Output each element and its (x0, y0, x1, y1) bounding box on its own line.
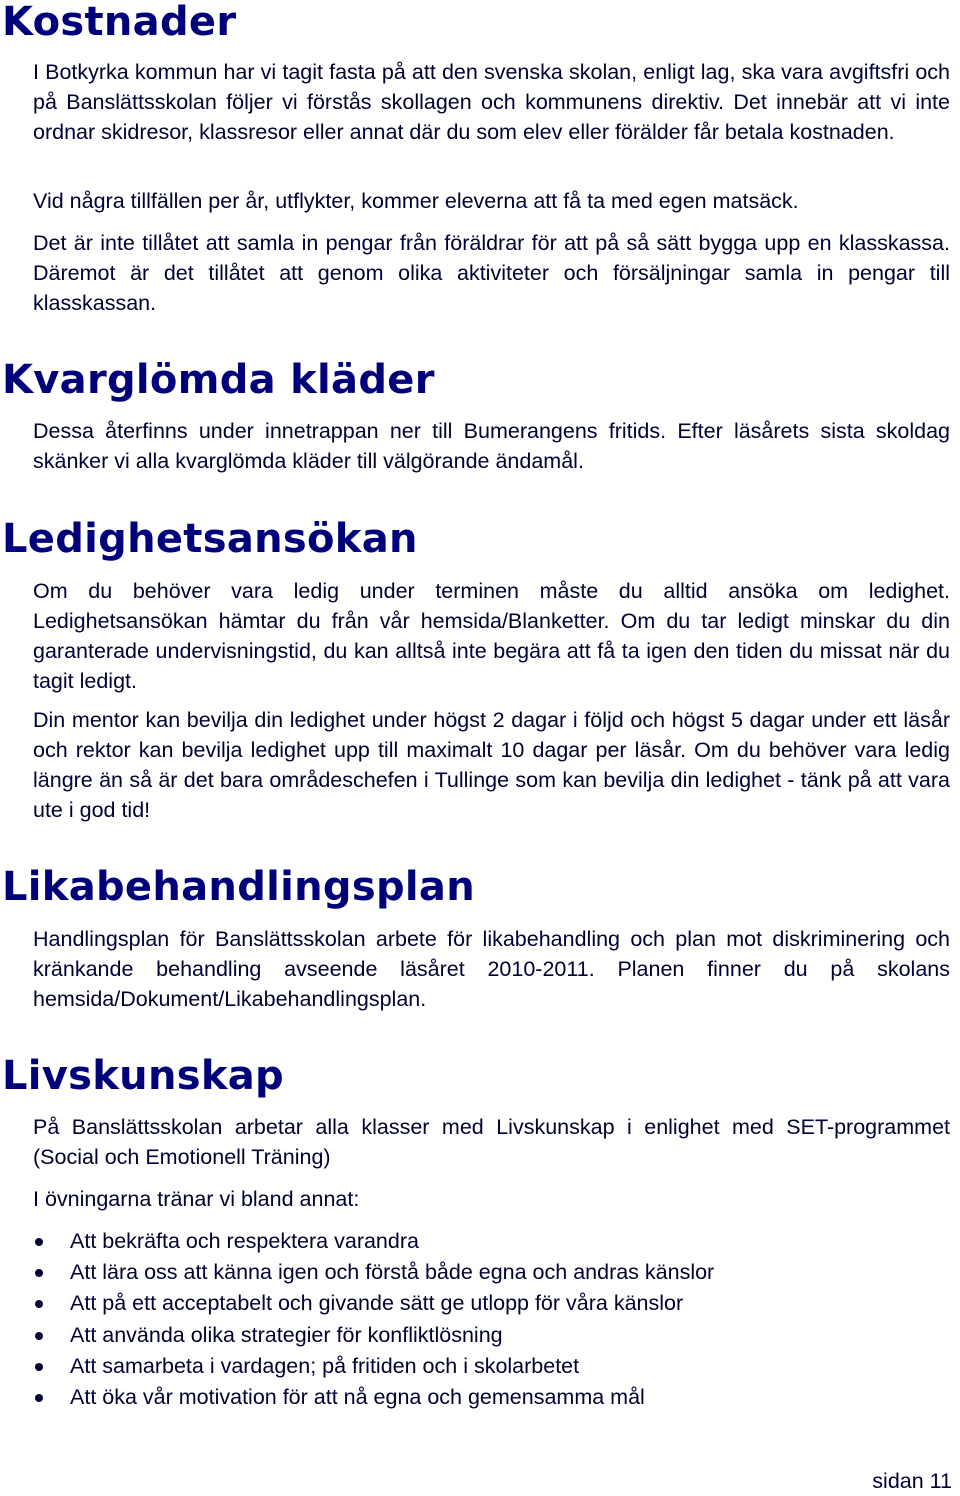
paragraph-kostnader-1: I Botkyrka kommun har vi tagit fasta på att den svenska skolan, enligt lag, ska vara avgiftsfri och på Banslättsskolan följer vi förstås skollagen och kommunens direktiv. Det innebär att vi inte ordnar skidresor, klassresor eller annat där du som elev eller förälder får betala kostnaden. (33, 60, 950, 144)
page-number: sidan 11 (872, 1469, 952, 1493)
heading-ledighetsansokan: Ledighetsansökan (2, 516, 418, 562)
paragraph-livskunskap-2: I övningarna tränar vi bland annat: (33, 1187, 360, 1211)
list-item-text: Att på ett acceptabelt och givande sätt ge utlopp för våra känslor (70, 1291, 684, 1316)
paragraph-likabehandling-1: Handlingsplan för Banslättsskolan arbete för likabehandling och plan mot diskriminering och kränkande behandling avseende läsåret 2010-2011. Planen finner du på skolans hemsida/Dokument/Likabehandlingsplan. (33, 927, 950, 1011)
bullet-icon (35, 1394, 43, 1402)
heading-likabehandlingsplan: Likabehandlingsplan (2, 864, 475, 910)
list-item (33, 1382, 714, 1413)
bullet-icon (35, 1332, 43, 1340)
bullet-icon (35, 1269, 43, 1277)
heading-livskunskap: Livskunskap (2, 1053, 284, 1099)
livskunskap-bullet-list (33, 1226, 714, 1413)
list-item-text: Att samarbeta i vardagen; på fritiden och i skolarbetet (70, 1353, 580, 1378)
list-item (33, 1257, 714, 1288)
list-item-text: Att lära oss att känna igen och förstå både egna och andras känslor (70, 1260, 715, 1285)
list-item-text: Att bekräfta och respektera varandra (70, 1229, 419, 1253)
bullet-icon (35, 1300, 43, 1308)
list-item (33, 1351, 714, 1382)
heading-kostnader: Kostnader (2, 0, 237, 45)
paragraph-livskunskap-1: På Banslättsskolan arbetar alla klasser med Livskunskap i enlighet med SET-programmet (Social och Emotionell Träning) (33, 1115, 950, 1169)
bullet-icon (35, 1363, 43, 1371)
paragraph-ledighet-2: Din mentor kan bevilja din ledighet under högst 2 dagar i följd och högst 5 dagar under ett läsår och rektor kan bevilja ledighet upp till maximalt 10 dagar per läsår. Om du behöver vara ledig längre än så är det bara områdeschefen i Tullinge som kan bevilja din ledighet - tänk på att vara ute i god tid! (33, 708, 950, 822)
paragraph-kostnader-3: Det är inte tillåtet att samla in pengar från föräldrar för att på så sätt bygga upp en klasskassa. Däremot är det tillåtet att genom olika aktiviteter och försäljningar samla in pengar till klasskassan. (33, 231, 950, 315)
paragraph-kvarglomda-1: Dessa återfinns under innetrappan ner till Bumerangens fritids. Efter läsårets sista skoldag skänker vi alla kvarglömda kläder till välgörande ändamål. (33, 419, 950, 473)
bullet-icon (35, 1238, 43, 1246)
paragraph-kostnader-2: Vid några tillfällen per år, utflykter, kommer eleverna att få ta med egen matsäck. (33, 189, 799, 213)
list-item (33, 1320, 714, 1351)
list-item-text: Att använda olika strategier för konfliktlösning (70, 1322, 503, 1347)
heading-kvarglomda-klader: Kvarglömda kläder (2, 357, 435, 403)
list-item (33, 1288, 714, 1319)
list-item (33, 1226, 714, 1257)
list-item-text: Att öka vår motivation för att nå egna och gemensamma mål (70, 1385, 645, 1410)
paragraph-ledighet-1: Om du behöver vara ledig under terminen måste du alltid ansöka om ledighet. Ledighetsansökan hämtar du från vår hemsida/Blanketter. Om du tar ledigt minskar du din garanterade undervisningstid, du kan alltså inte begära att få ta igen den tiden du missat när du tagit ledigt. (33, 579, 950, 693)
